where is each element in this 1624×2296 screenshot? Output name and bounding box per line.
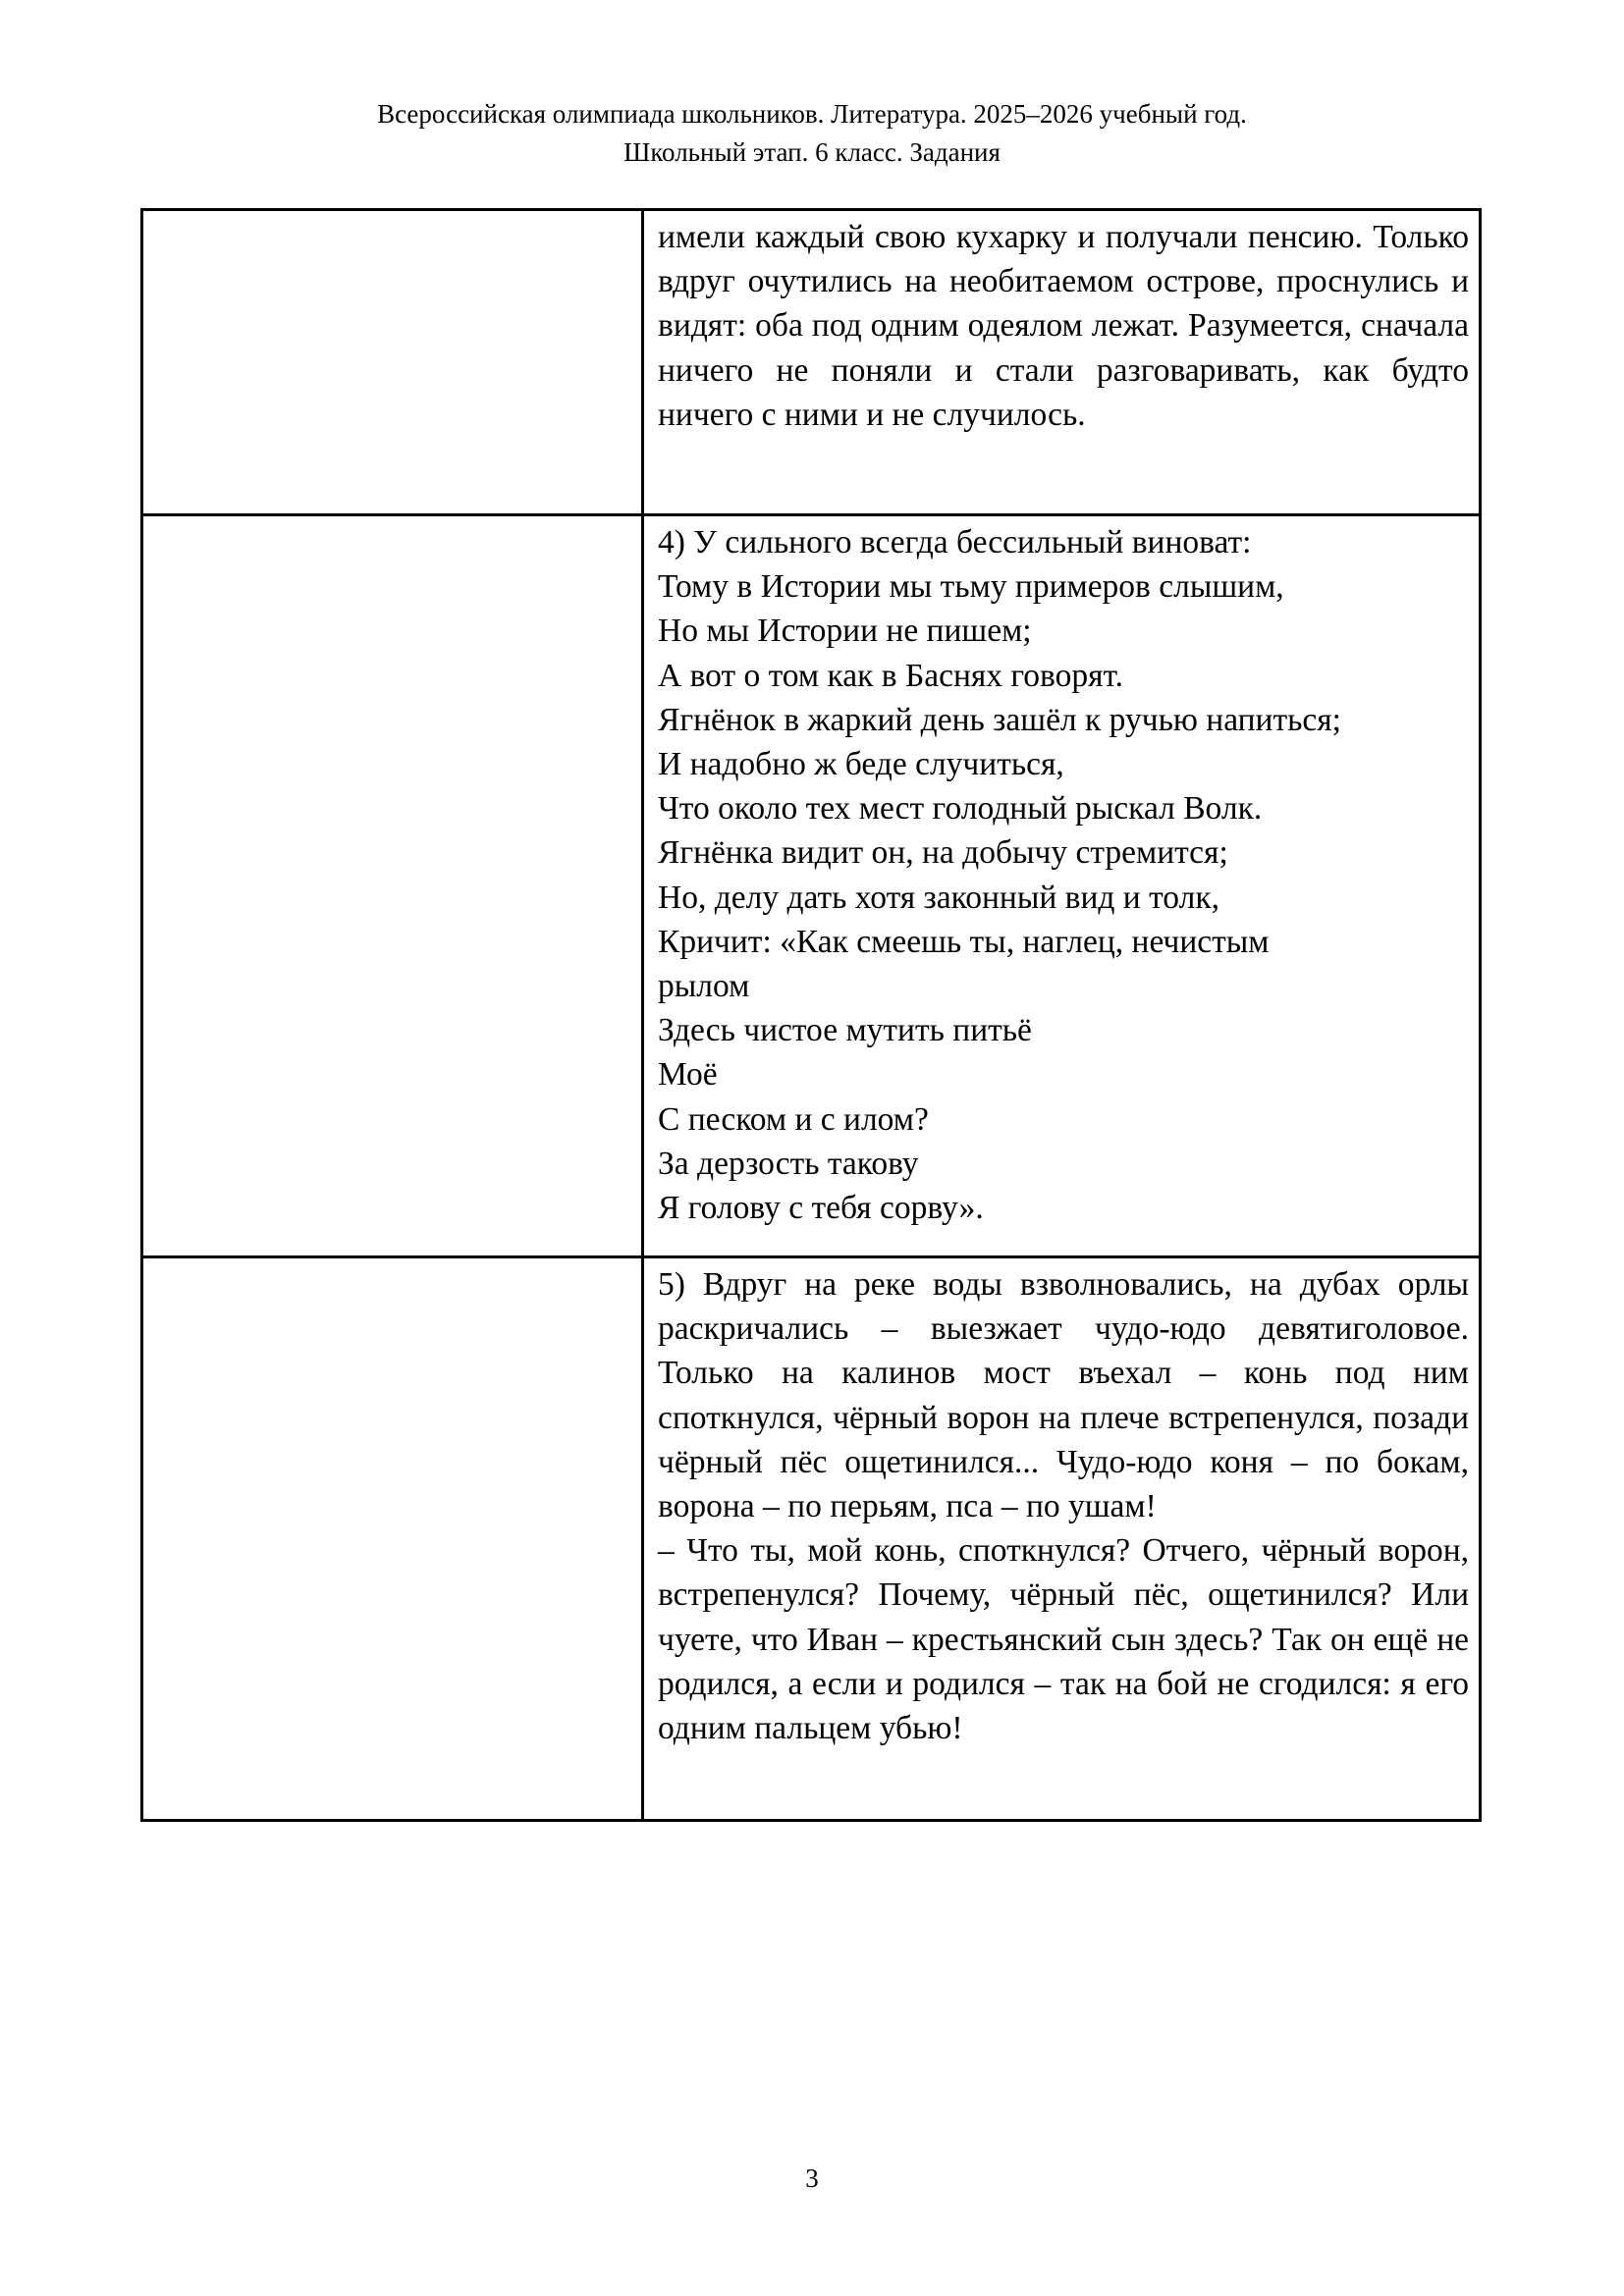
verse-line: Что около тех мест голодный рыскал Волк.	[658, 790, 1263, 828]
verse-line: Здесь чистое мутить питьё	[658, 1012, 1032, 1049]
text-paragraph: имели каждый свою кухарку и получали пенсию. Только вдруг очутились на необитаемом острове, проснулись и видят: оба под одним одеялом лежат. Разумеется, сначала ничего не поняли и стали разговаривать, как будто ничего с ними и не случилось.	[658, 219, 1469, 433]
table-row	[142, 1257, 1481, 1821]
verse-line: Кричит: «Как смеешь ты, наглец, нечистым	[658, 923, 1270, 960]
text-paragraph: – Что ты, мой конь, споткнулся? Отчего, чёрный ворон, встрепенулся? Почему, чёрный пёс, ощетинился? Или чуете, что Иван – крестьянский сын здесь? Так он ещё не родился, а если и родился – так на бой не сгодился: я его одним пальцем убью!	[658, 1532, 1469, 1747]
verse-line: Ягнёнок в жаркий день зашёл к ручью напиться;	[658, 701, 1341, 738]
text-paragraph: 5) Вдруг на реке воды взволновались, на дубах орлы раскричались – выезжает чудо-юдо девятиголовое. Только на калинов мост въехал – конь под ним споткнулся, чёрный ворон на плече встрепенулся, позади чёрный пёс ощетинился... Чудо-юдо коня – по бокам, ворона – по перьям, пса – по ушам!	[658, 1266, 1469, 1525]
header-line-1: Всероссийская олимпиада школьников. Литература. 2025–2026 учебный год.	[377, 99, 1247, 129]
text-cell	[643, 210, 1481, 515]
verse-line: За дерзость такову	[658, 1145, 919, 1182]
header-line-2: Школьный этап. 6 класс. Задания	[623, 137, 1001, 167]
tasks-table	[140, 208, 1482, 1822]
verse-line: А вот о том как в Баснях говорят.	[658, 657, 1124, 694]
verse-line: Тому в Истории мы тьму примеров слышим,	[658, 568, 1284, 606]
verse-line: Я голову с тебя сорву».	[658, 1190, 984, 1227]
verse-line: Моё	[658, 1056, 718, 1094]
verse-line: рылом	[658, 968, 750, 1005]
verse-line: С песком и с илом?	[658, 1100, 929, 1138]
table-row	[142, 210, 1481, 515]
text-cell	[643, 515, 1481, 1257]
answer-cell	[142, 515, 643, 1257]
table-row	[142, 515, 1481, 1257]
verse-line: И надобно ж беде случиться,	[658, 746, 1064, 783]
verse-line: Но, делу дать хотя законный вид и толк,	[658, 879, 1219, 916]
verse-line: 4) У сильного всегда бессильный виноват:	[658, 524, 1252, 561]
answer-cell	[142, 210, 643, 515]
page-number: 3	[805, 2163, 819, 2193]
verse-line: Ягнёнка видит он, на добычу стремится;	[658, 834, 1228, 872]
verse-line: Но мы Истории не пишем;	[658, 613, 1032, 650]
page-header	[0, 95, 1624, 172]
answer-cell	[142, 1257, 643, 1821]
text-cell	[643, 1257, 1481, 1821]
